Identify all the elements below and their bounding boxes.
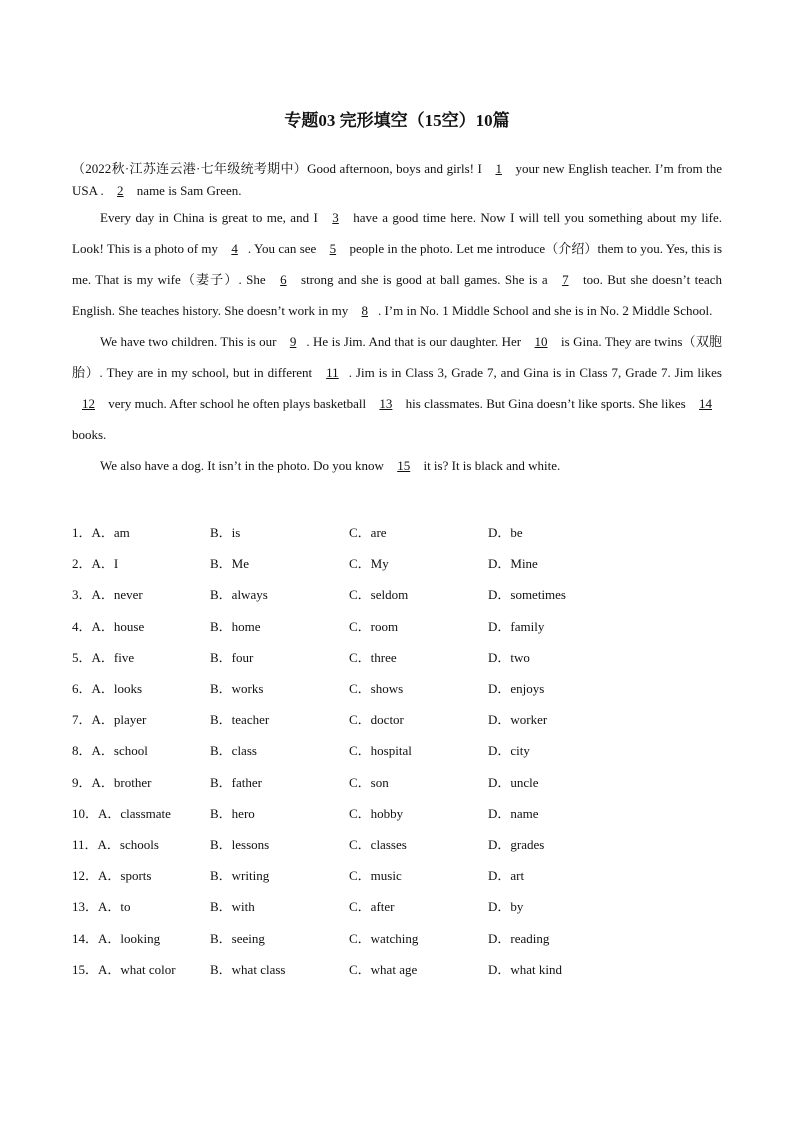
option-8-d: D．city xyxy=(488,743,530,759)
option-row-10 xyxy=(72,797,722,828)
option-5-b: B．four xyxy=(210,649,254,665)
option-14-b: B．seeing xyxy=(210,930,265,946)
option-11-c: C．classes xyxy=(349,836,407,852)
passage-text: is Gina. They are twins（双胞胎）. They are in my school, but in different xyxy=(72,334,723,380)
option-9-b: B．father xyxy=(210,774,262,790)
passage-text: name is Sam Green. xyxy=(136,183,242,198)
option-10-a: 10．A．classmate xyxy=(72,805,171,821)
option-row-11 xyxy=(72,828,722,859)
option-4-d: D．family xyxy=(488,618,545,634)
option-1-c: C．are xyxy=(349,525,387,541)
passage-text: your new English teacher. I’m from the USA . xyxy=(72,161,723,198)
blank-7: 7 xyxy=(562,272,569,287)
option-row-3 xyxy=(72,578,722,609)
passage-text: . I’m in No. 1 Middle School and she is in No. 2 Middle School. xyxy=(377,303,713,318)
passage-text: books. xyxy=(72,427,107,442)
option-row-15 xyxy=(72,953,722,984)
passage-text: very much. After school he often plays basketball xyxy=(108,396,367,411)
option-15-a: 15．A．what color xyxy=(72,961,176,977)
option-5-c: C．three xyxy=(349,649,397,665)
option-row-7 xyxy=(72,703,722,734)
blank-2: 2 xyxy=(117,183,124,198)
option-15-b: B．what class xyxy=(210,961,286,977)
page-title: 专题03 完形填空（15空）10篇 xyxy=(284,111,510,130)
option-2-a: 2．A．I xyxy=(72,556,119,572)
passage-paragraph-1 xyxy=(72,158,722,202)
option-3-a: 3．A．never xyxy=(72,587,143,603)
option-3-b: B．always xyxy=(210,587,268,603)
passage-text: too. But she doesn’t teach English. She teaches history. She doesn’t work in my xyxy=(72,272,723,318)
passage-text: his classmates. But Gina doesn’t like sports. She likes xyxy=(405,396,686,411)
option-2-d: D．Mine xyxy=(488,556,538,572)
option-14-c: C．watching xyxy=(349,930,419,946)
option-8-a: 8．A．school xyxy=(72,743,148,759)
option-row-6 xyxy=(72,672,722,703)
blank-9: 9 xyxy=(289,334,297,349)
option-11-d: D．grades xyxy=(488,836,545,852)
option-10-d: D．name xyxy=(488,805,539,821)
option-1-a: 1．A．am xyxy=(72,525,130,541)
option-15-d: D．what kind xyxy=(488,961,563,977)
option-9-a: 9．A．brother xyxy=(72,774,152,790)
option-row-8 xyxy=(72,734,722,765)
option-row-12 xyxy=(72,859,722,890)
option-13-d: D．by xyxy=(488,899,524,915)
passage-text: . You can see xyxy=(247,241,317,256)
option-row-9 xyxy=(72,766,722,797)
option-4-c: C．room xyxy=(349,618,399,634)
passage-text: We have two children. This is our xyxy=(100,334,277,349)
passage-text: We also have a dog. It isn’t in the photo. Do you know xyxy=(100,458,384,473)
blank-10: 10 xyxy=(534,334,548,349)
option-1-b: B．is xyxy=(210,525,241,541)
option-7-d: D．worker xyxy=(488,712,548,728)
option-5-d: D．two xyxy=(488,649,530,665)
option-3-d: D．sometimes xyxy=(488,587,566,603)
blank-12: 12 xyxy=(82,396,95,411)
option-2-b: B．Me xyxy=(210,556,250,572)
passage-text: it is? It is black and white. xyxy=(423,458,561,473)
passage-paragraph-3 xyxy=(72,326,722,450)
blank-6: 6 xyxy=(280,272,287,287)
option-8-c: C．hospital xyxy=(349,743,412,759)
blank-1: 1 xyxy=(495,161,502,176)
option-7-b: B．teacher xyxy=(210,712,270,728)
option-13-a: 13．A．to xyxy=(72,899,131,915)
option-12-c: C．music xyxy=(349,868,402,884)
option-12-d: D．art xyxy=(488,868,525,884)
option-11-a: 11．A．schools xyxy=(72,836,159,852)
blank-5: 5 xyxy=(329,241,337,256)
option-14-d: D．reading xyxy=(488,930,550,946)
option-4-b: B．home xyxy=(210,618,261,634)
passage-paragraph-2 xyxy=(72,202,722,326)
passage-text: strong and she is good at ball games. She is a xyxy=(301,272,548,287)
option-6-a: 6．A．looks xyxy=(72,681,143,697)
option-11-b: B．lessons xyxy=(210,836,270,852)
option-2-c: C．My xyxy=(349,556,389,572)
option-row-5 xyxy=(72,641,722,672)
option-10-c: C．hobby xyxy=(349,805,404,821)
blank-3: 3 xyxy=(332,210,339,225)
option-row-14 xyxy=(72,921,722,952)
blank-11: 11 xyxy=(326,365,339,380)
option-3-c: C．seldom xyxy=(349,587,409,603)
option-12-a: 12．A．sports xyxy=(72,868,152,884)
blank-14: 14 xyxy=(699,396,712,411)
option-row-13 xyxy=(72,890,722,921)
option-9-d: D．uncle xyxy=(488,774,539,790)
passage-text: Every day in China is great to me, and I xyxy=(100,210,318,225)
answer-options xyxy=(72,516,722,984)
passage-paragraph-4 xyxy=(72,450,722,481)
option-14-a: 14．A．looking xyxy=(72,930,161,946)
passage-text: . Jim is in Class 3, Grade 7, and Gina is in Class 7, Grade 7. Jim likes xyxy=(348,365,722,380)
blank-13: 13 xyxy=(379,396,393,411)
option-13-b: B．with xyxy=(210,899,255,915)
blank-15: 15 xyxy=(397,458,411,473)
option-row-1 xyxy=(72,516,722,547)
blank-8: 8 xyxy=(361,303,368,318)
option-1-d: D．be xyxy=(488,525,523,541)
option-6-d: D．enjoys xyxy=(488,681,545,697)
option-13-c: C．after xyxy=(349,899,395,915)
option-6-c: C．shows xyxy=(349,681,404,697)
option-15-c: C．what age xyxy=(349,961,418,977)
option-12-b: B．writing xyxy=(210,868,270,884)
option-7-c: C．doctor xyxy=(349,712,404,728)
option-4-a: 4．A．house xyxy=(72,618,145,634)
option-10-b: B．hero xyxy=(210,805,255,821)
option-row-2 xyxy=(72,547,722,578)
option-6-b: B．works xyxy=(210,681,264,697)
option-row-4 xyxy=(72,610,722,641)
blank-4: 4 xyxy=(231,241,238,256)
passage-text: people in the photo. Let me introduce（介绍）them to you. Yes, this is me. That is my wife（妻子）. She xyxy=(72,241,723,287)
passage-text: （2022秋·江苏连云港·七年级统考期中）Good afternoon, boys and girls! I xyxy=(72,161,482,176)
cloze-passage xyxy=(72,158,722,481)
option-7-a: 7．A．player xyxy=(72,712,147,728)
passage-text: . He is Jim. And that is our daughter. Her xyxy=(306,334,522,349)
option-5-a: 5．A．five xyxy=(72,649,135,665)
passage-text: have a good time here. Now I will tell you something about my life. Look! This is a photo of my xyxy=(72,210,723,256)
option-8-b: B．class xyxy=(210,743,257,759)
option-9-c: C．son xyxy=(349,774,389,790)
